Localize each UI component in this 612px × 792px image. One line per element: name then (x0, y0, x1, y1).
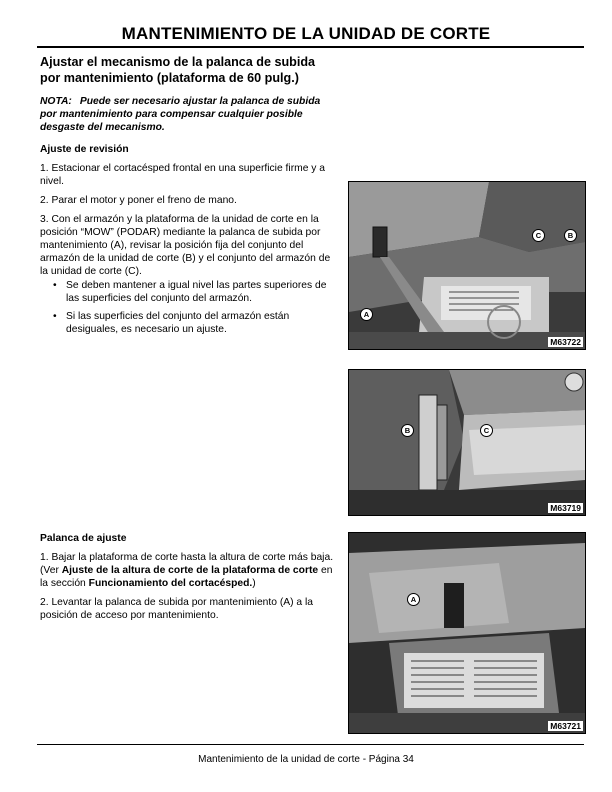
note-label: NOTA: (40, 96, 72, 107)
callout-b: B (564, 229, 577, 242)
figure-frame-assemblies (348, 369, 586, 516)
check-bullet-2 (40, 310, 338, 336)
lever-step-1-ref-title: Ajuste de la altura de corte de la plataforma de corte (61, 565, 319, 576)
lever-step-1-text-a: 1. Bajar la plataforma de corte hasta la altura de corte más baja. (Ver (40, 552, 334, 576)
check-heading: Ajuste de revisión (40, 144, 129, 155)
figure-2-id: M63719 (550, 503, 581, 513)
page-footer: Mantenimiento de la unidad de corte - Página 34 (198, 754, 414, 765)
lever-step-2: 2. Levantar la palanca de subida por mantenimiento (A) a la posición de acceso por mantenimiento. (40, 597, 314, 621)
figure-1-id: M63722 (550, 337, 581, 347)
lever-heading: Palanca de ajuste (40, 533, 127, 544)
lever-step-1 (40, 551, 338, 590)
figure-3-photo (349, 533, 585, 733)
callout-c: C (480, 424, 493, 437)
figure-1-photo (349, 182, 585, 349)
note-paragraph (40, 95, 338, 134)
bullet-icon: • (53, 280, 57, 291)
figure-lift-lever-mow (348, 181, 586, 350)
check-bullet-1-text: Se deben mantener a igual nivel las partes superiores de las superficies del conjunto del armazón. (66, 280, 327, 304)
callout-b: B (401, 424, 414, 437)
callout-c: C (532, 229, 545, 242)
footer-divider (37, 744, 584, 745)
bullet-icon: • (53, 311, 57, 322)
figure-3-id: M63721 (550, 721, 581, 731)
lever-step-1-text-e: ) (252, 578, 256, 589)
check-bullet-1 (40, 279, 338, 305)
header-divider (37, 46, 584, 48)
check-step-2: 2. Parar el motor y poner el freno de mano. (40, 195, 237, 206)
figure-2-photo (349, 370, 585, 515)
note-text: Puede ser necesario ajustar la palanca de subida por mantenimiento para compensar cualquier posible desgaste del mecanismo. (40, 96, 321, 133)
lever-text-column (40, 532, 338, 622)
page-header-title: MANTENIMIENTO DE LA UNIDAD DE CORTE (121, 24, 491, 43)
check-bullet-2-text: Si las superficies del conjunto del armazón están desiguales, es necesario un ajuste. (66, 311, 290, 335)
section-title: Ajustar el mecanismo de la palanca de subida por mantenimiento (plataforma de 60 pulg.) (40, 55, 316, 85)
figure-service-access-position (348, 532, 586, 734)
callout-a: A (360, 308, 373, 321)
lever-step-1-text-c: en la sección (40, 565, 333, 589)
check-step-1: 1. Estacionar el cortacésped frontal en una superficie firme y a nivel. (40, 163, 326, 187)
check-step-3: 3. Con el armazón y la plataforma de la unidad de corte en la posición “MOW” (PODAR) mediante la palanca de subida por mantenimiento (A), revisar la posición fija del conjunto del armazón de la unidad de corte (B) y el conjunto del armazón de la unidad de corte (C). (40, 214, 331, 277)
lever-step-1-ref-section: Funcionamiento del cortacésped. (88, 578, 253, 589)
callout-a: A (407, 593, 420, 606)
main-text-column (40, 55, 338, 336)
